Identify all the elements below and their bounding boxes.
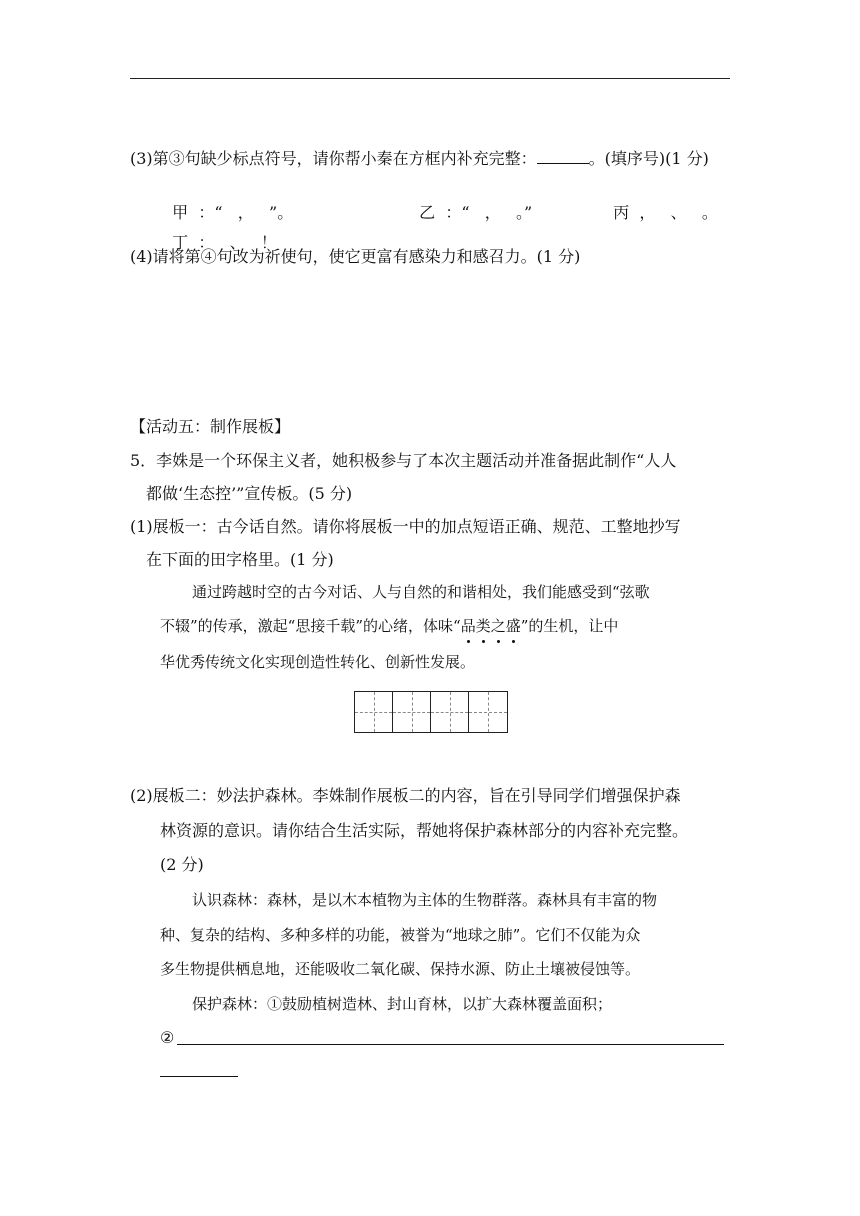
passage-1-line2 xyxy=(160,616,618,636)
passage-2-line1: 认识森林：森林，是以木本植物为主体的生物群落。森林具有丰富的物 xyxy=(192,891,658,909)
option-marks: ， 、 。 xyxy=(639,203,718,222)
grid-cell[interactable] xyxy=(355,692,393,732)
activity-5-title: 【活动五：制作展板】 xyxy=(130,417,291,436)
passage-1-line1: 通过跨越时空的古今对话、人与自然的和谐相处，我们能感受到“弦歌 xyxy=(192,583,650,601)
option-label: 丁 xyxy=(172,233,189,252)
tianzige-grid[interactable] xyxy=(354,691,508,733)
passage-2-line4: 保护森林：①鼓励植树造林、封山育林，以扩大森林覆盖面积； xyxy=(192,995,613,1013)
option-marks: ：“ ， 。” xyxy=(445,203,533,222)
answer-line-1[interactable] xyxy=(177,1044,724,1045)
question-5-line1: 5．李姝是一个环保主义者，她积极参与了本次主题活动并准备据此制作“人人 xyxy=(130,451,677,470)
question-3-suffix: 。(填序号)(1 分) xyxy=(588,149,709,168)
dotted-char: 之 xyxy=(490,617,506,635)
passage-1-line2-pre: 不辍”的传承，激起“思接千载”的心绪，体味“ xyxy=(160,617,461,635)
passage-1-line3: 华优秀传统文化实现创造性转化、创新性发展。 xyxy=(160,653,476,671)
option-yi xyxy=(409,183,532,223)
sub-question-1-line1: (1)展板一：古今话自然。请你将展板一中的加点短语正确、规范、工整地抄写 xyxy=(130,517,681,536)
question-3 xyxy=(130,148,709,169)
grid-cell[interactable] xyxy=(393,692,431,732)
answer-line-2[interactable] xyxy=(160,1076,238,1077)
question-3-text: (3)第③句缺少标点符号，请你帮小秦在方框内补充完整： xyxy=(130,149,537,168)
dotted-char: 品 xyxy=(460,617,476,635)
passage-2-line2: 种、复杂的结构、多种多样的功能，被誉为“地球之肺”。它们不仅能为众 xyxy=(160,926,641,944)
dotted-char: 盛 xyxy=(505,617,521,635)
passage-1-line2-post: ”的生机，让中 xyxy=(520,617,619,635)
option-bing xyxy=(603,183,718,223)
option-marks: ：“ ， ”。 xyxy=(198,203,294,222)
sub-question-1-line2: 在下面的田字格里。(1 分) xyxy=(146,550,334,569)
option-label: 乙 xyxy=(419,203,436,222)
sub-question-2-line1: (2)展板二：妙法护森林。李姝制作展板二的内容，旨在引导同学们增强保护森 xyxy=(130,786,681,805)
passage-2-line3: 多生物提供栖息地，还能吸收二氧化碳、保持水源、防止土壤被侵蚀等。 xyxy=(160,960,641,978)
dotted-char: 类 xyxy=(475,617,491,635)
sub-question-2-line3: (2 分) xyxy=(160,855,204,874)
answer-blank[interactable] xyxy=(537,148,589,164)
header-rule xyxy=(130,78,730,79)
sub-question-2-line2: 林资源的意识。请你结合生活实际，帮她将保护森林部分的内容补充完整。 xyxy=(160,821,689,840)
answer-marker: ② xyxy=(160,1028,175,1047)
grid-cell[interactable] xyxy=(469,692,507,732)
question-5-line2: 都做‘生态控’”宣传板。(5 分) xyxy=(146,484,353,503)
grid-cell[interactable] xyxy=(431,692,469,732)
option-marks: ： 、 ！ xyxy=(198,233,277,252)
question-4: (4)请将第④句改为祈使句，使它更富有感染力和感召力。(1 分) xyxy=(130,247,581,266)
option-label: 丙 xyxy=(613,203,630,222)
option-label: 甲 xyxy=(172,203,189,222)
